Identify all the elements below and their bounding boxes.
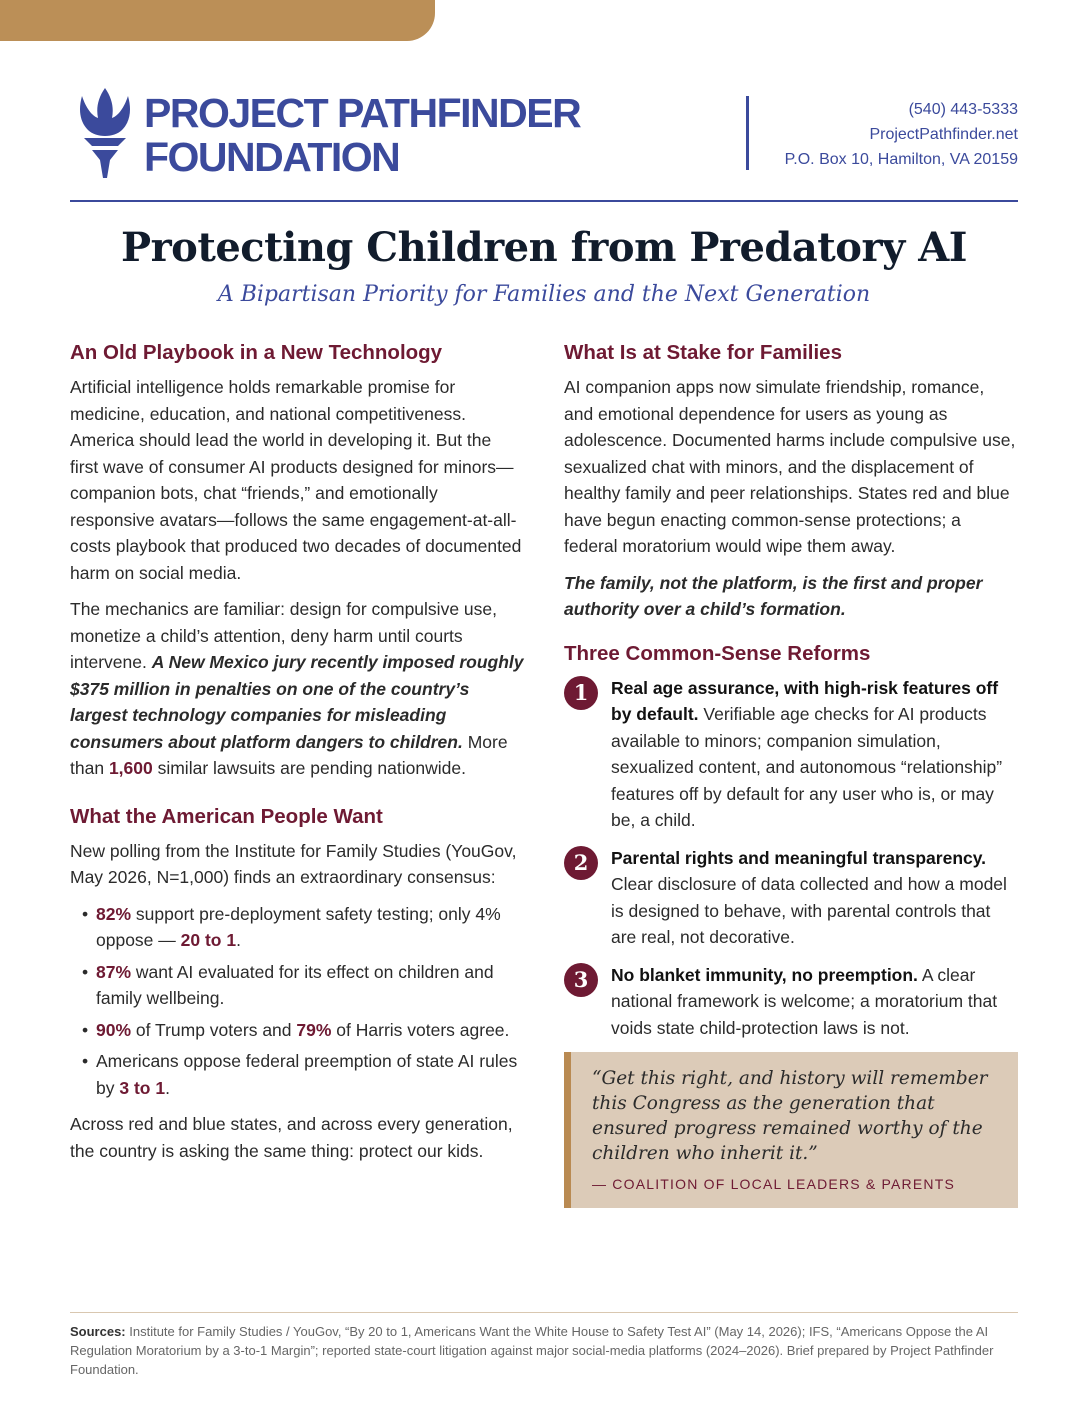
playbook-paragraph-2 [70, 596, 524, 782]
playbook-text: More than [70, 731, 508, 778]
sources-footnote [70, 1322, 1018, 1379]
stat-value: 20 to 1 [180, 930, 237, 950]
reform-item-2 [564, 845, 1018, 951]
left-column [70, 338, 524, 1174]
brand-name [144, 91, 580, 179]
right-column [564, 338, 1018, 1208]
reform-description: A clear national framework is welcome; a moratorium that voids state child-protection laws is not. [611, 964, 998, 1038]
stat-text: of Harris voters agree. [331, 1019, 510, 1040]
contact-divider [746, 96, 749, 170]
contact-website: ProjectPathfinder.net [869, 126, 1018, 143]
brand-line-2: FOUNDATION [144, 134, 400, 180]
stat-text: want AI evaluated for its effect on children and family wellbeing. [96, 961, 494, 1008]
quote-attribution: — COALITION OF LOCAL LEADERS & PARENTS [592, 1176, 956, 1192]
polling-list [70, 901, 524, 1102]
section-heading-playbook: An Old Playbook in a New Technology [70, 341, 443, 364]
reform-title: Real age assurance, with high-risk features off by default. [611, 677, 999, 724]
list-item [82, 1017, 524, 1044]
reform-text [611, 675, 1018, 834]
stat-text: . [165, 1077, 170, 1098]
reform-text [611, 962, 1018, 1042]
contact-block [785, 97, 1018, 172]
lawsuit-count: 1,600 [108, 758, 153, 778]
section-heading-reforms: Three Common-Sense Reforms [564, 641, 871, 665]
stat-text: support pre-deployment safety testing; only 4% oppose — [96, 903, 501, 950]
reform-title: No blanket immunity, no preemption. [611, 964, 918, 985]
section-heading-stakes: What Is at Stake for Families [564, 341, 842, 364]
reform-description: Verifiable age checks for AI products available to minors; companion simulation, sexualized content, and autonomous “relationship” features off by default for any user who is, or may be, a child. [611, 704, 1003, 830]
stakes-paragraph: AI companion apps now simulate friendship, romance, and emotional dependence for users as young as adolescence. Documented harms include compulsive use, sexualized chat with minors, and the displacement of healthy family and peer relationships. States red and blue have begun enacting common-sense protections; a federal moratorium would wipe them away. [564, 377, 1016, 556]
contact-address: P.O. Box 10, Hamilton, VA 20159 [784, 151, 1018, 168]
stat-value: 82% [96, 903, 132, 924]
footer-divider [70, 1312, 1018, 1313]
torch-flame-icon [74, 88, 136, 180]
reform-description: Clear disclosure of data collected and how a model is designed to behave, with parental controls that are real, not decorative. [611, 874, 1007, 947]
sources-label: Sources: [70, 1324, 126, 1339]
contact-phone: (540) 443-5333 [908, 101, 1018, 118]
quote-text: “Get this right, and history will remember this Congress as the generation that ensured progress remained worthy of the children who inherit it.” [592, 1068, 988, 1164]
polling-intro: New polling from the Institute for Family Studies (YouGov, May 2026, N=1,000) finds an extraordinary consensus: [70, 840, 517, 887]
reform-number-badge: 1 [564, 676, 598, 710]
playbook-emphasis: A New Mexico jury recently imposed roughly $375 million in penalties on one of the country’s largest technology companies for misleading consumers about platform dangers to children. [70, 652, 524, 752]
list-item [82, 959, 524, 1012]
stat-value: 87% [96, 961, 132, 982]
stakes-emphasis: The family, not the platform, is the first and proper authority over a child’s formation. [564, 572, 983, 619]
stat-value: 79% [296, 1019, 332, 1040]
reform-number-badge: 3 [564, 963, 598, 997]
pull-quote [564, 1052, 1018, 1208]
stat-text: Americans oppose federal preemption of state AI rules by [96, 1051, 518, 1098]
header-divider [70, 200, 1018, 202]
sources-text: Institute for Family Studies / YouGov, “By 20 to 1, Americans Want the White House to Safety Test AI” (May 14, 2026); IFS, “Americans Oppose the AI Regulation Moratorium by a 3-to-1 Margin”; reported state-court litigation against major social-media platforms (2024–2026). Brief prepared by Project Pathfinder Foundation. [70, 1324, 994, 1377]
stat-value: 3 to 1 [119, 1077, 166, 1098]
reform-title: Parental rights and meaningful transparency. [611, 847, 987, 868]
brand-line-1: PROJECT PATHFINDER [144, 90, 581, 136]
reform-item-1 [564, 675, 1018, 834]
playbook-text: similar lawsuits are pending nationwide. [152, 758, 466, 778]
stat-text: . [236, 930, 241, 950]
reform-number-badge: 2 [564, 846, 598, 880]
reform-text [611, 845, 1018, 951]
stat-value: 90% [96, 1019, 132, 1040]
page-title: Protecting Children from Predatory AI [121, 224, 967, 271]
list-item [82, 1048, 524, 1101]
playbook-text: The mechanics are familiar: design for compulsive use, monetize a child’s attention, deny harm until courts intervene. [70, 599, 497, 672]
polling-closing: Across red and blue states, and across every generation, the country is asking the same thing: protect our kids. [70, 1114, 513, 1161]
list-item [82, 901, 524, 954]
page-subtitle: A Bipartisan Priority for Families and the Next Generation [217, 282, 871, 307]
top-accent-tab [0, 0, 435, 41]
section-heading-public-opinion: What the American People Want [70, 804, 383, 828]
stat-text: of Trump voters and [131, 1019, 297, 1040]
playbook-paragraph-1: Artificial intelligence holds remarkable promise for medicine, education, and national competitiveness. America should lead the world in developing it. But the first wave of consumer AI products designed for minors—companion bots, chat “friends,” and emotionally responsive avatars—follows the same engagement-at-all-costs playbook that produced two decades of documented harm on social media. [70, 377, 522, 583]
reform-item-3 [564, 962, 1018, 1042]
